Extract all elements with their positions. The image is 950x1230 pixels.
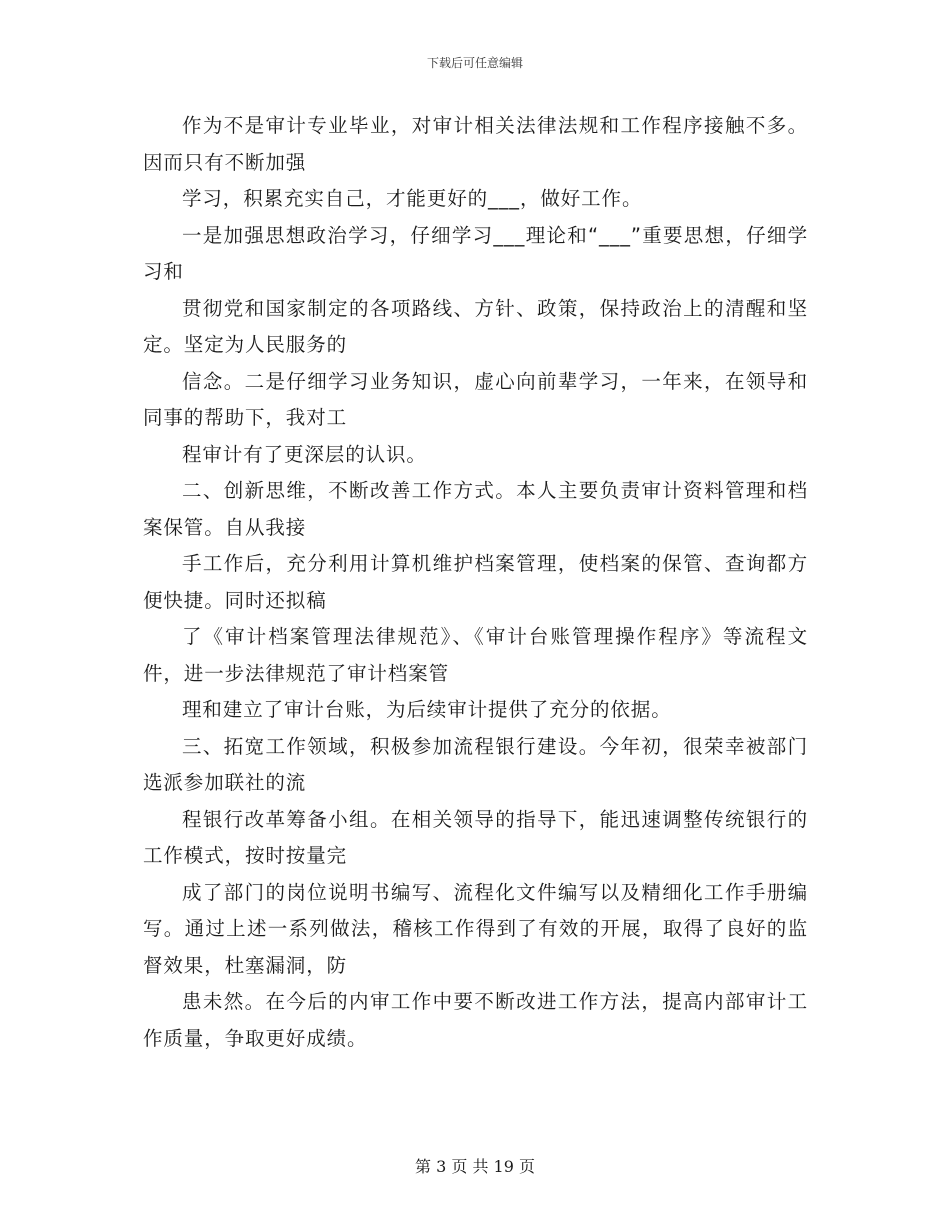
paragraph: 一是加强思想政治学习，仔细学习___理论和“___”重要思想，仔细学习和 bbox=[143, 223, 808, 283]
paragraph: 三、拓宽工作领域，积极参加流程银行建设。今年初，很荣幸被部门选派参加联社的流 bbox=[143, 734, 808, 794]
paragraph: 了《审计档案管理法律规范》、《审计台账管理操作程序》等流程文件，进一步法律规范了审计档案管 bbox=[143, 625, 808, 685]
paragraph: 二、创新思维，不断改善工作方式。本人主要负责审计资料管理和档案保管。自从我接 bbox=[143, 479, 808, 539]
document-body bbox=[143, 108, 808, 1057]
paragraph: 理和建立了审计台账，为后续审计提供了充分的依据。 bbox=[182, 698, 672, 721]
page-footer: 第 3 页 共 19 页 bbox=[415, 1157, 535, 1176]
paragraph: 信念。二是仔细学习业务知识，虚心向前辈学习，一年来，在领导和同事的帮助下，我对工 bbox=[143, 369, 808, 429]
paragraph: 作为不是审计专业毕业，对审计相关法律法规和工作程序接触不多。因而只有不断加强 bbox=[143, 114, 808, 174]
paragraph: 学习，积累充实自己，才能更好的___，做好工作。 bbox=[182, 187, 643, 210]
paragraph: 成了部门的岗位说明书编写、流程化文件编写以及精细化工作手册编写。通过上述一系列做法，稽核工作得到了有效的开展，取得了良好的监督效果，杜塞漏洞，防 bbox=[143, 880, 808, 977]
paragraph: 患未然。在今后的内审工作中要不断改进工作方法，提高内部审计工作质量，争取更好成绩。 bbox=[143, 990, 808, 1050]
paragraph: 手工作后，充分利用计算机维护档案管理，使档案的保管、查询都方便快捷。同时还拟稿 bbox=[143, 552, 808, 612]
page-header: 下载后可任意编辑 bbox=[426, 56, 523, 70]
paragraph: 程银行改革筹备小组。在相关领导的指导下，能迅速调整传统银行的工作模式，按时按量完 bbox=[143, 807, 808, 867]
paragraph: 贯彻党和国家制定的各项路线、方针、政策，保持政治上的清醒和坚定。坚定为人民服务的 bbox=[143, 296, 808, 356]
paragraph: 程审计有了更深层的认识。 bbox=[182, 442, 427, 466]
